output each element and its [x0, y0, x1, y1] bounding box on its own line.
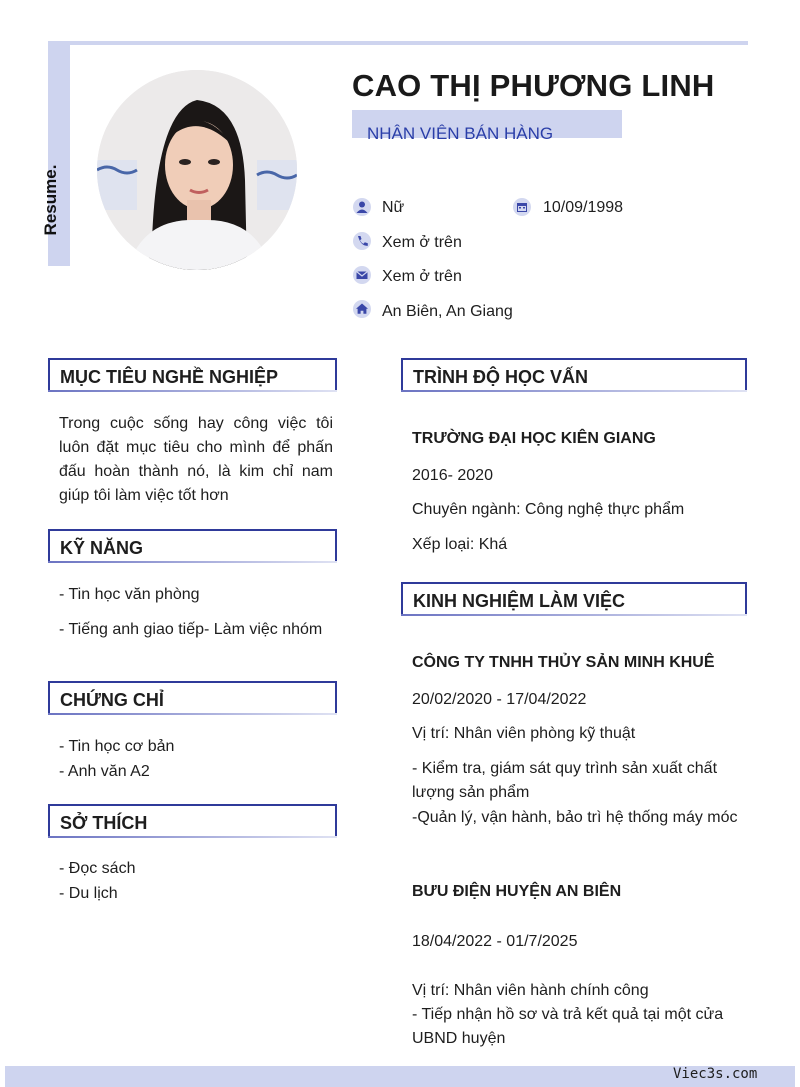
certificate-item: - Tin học cơ bản [59, 738, 175, 755]
education-heading: TRÌNH ĐỘ HỌC VẤN [401, 358, 747, 392]
profile-photo [97, 70, 297, 270]
certificate-item: - Anh văn A2 [59, 763, 150, 780]
hobby-item: - Du lịch [59, 885, 118, 902]
job-company: CÔNG TY TNHH THỦY SẢN MINH KHUÊ [412, 654, 715, 671]
full-name: CAO THỊ PHƯƠNG LINH [352, 68, 715, 103]
job-position: Vị trí: Nhân viên phòng kỹ thuật [412, 725, 636, 742]
resume-label: Resume. [41, 164, 60, 236]
job-position: Vị trí: Nhân viên hành chính công [412, 982, 649, 999]
education-grade: Xếp loại: Khá [412, 536, 508, 553]
job-duty: - Tiếp nhận hồ sơ và trả kết quả tại một cửa UBND huyện [412, 1006, 724, 1047]
education-major: Chuyên ngành: Công nghệ thực phẩm [412, 501, 685, 518]
job-period: 20/02/2020 - 17/04/2022 [412, 691, 587, 708]
objective-heading: MỤC TIÊU NGHỀ NGHIỆP [48, 358, 337, 392]
job-period: 18/04/2022 - 01/7/2025 [412, 933, 578, 950]
job-title: NHÂN VIÊN BÁN HÀNG [367, 124, 554, 143]
school-name: TRƯỜNG ĐẠI HỌC KIÊN GIANG [412, 430, 656, 447]
hobbies-heading: SỞ THÍCH [48, 804, 337, 838]
footer-brand: Viec3s.com [673, 1066, 758, 1082]
job-duty: -Quản lý, vận hành, bảo trì hệ thống máy móc [412, 809, 738, 826]
phone-icon [353, 232, 371, 250]
person-icon [353, 198, 371, 216]
experience-heading: KINH NGHIỆM LÀM VIỆC [401, 582, 747, 616]
top-accent-bar [48, 41, 748, 45]
gender-value: Nữ [382, 199, 405, 216]
job-duty: - Kiểm tra, giám sát quy trình sản xuất chất lượng sản phẩm [412, 760, 718, 801]
certificates-heading: CHỨNG CHỈ [48, 681, 337, 715]
calendar-icon [513, 198, 531, 216]
skill-item: - Tin học văn phòng [59, 586, 200, 603]
envelope-icon [353, 266, 371, 284]
education-period: 2016- 2020 [412, 467, 493, 484]
birthday-value: 10/09/1998 [543, 199, 624, 216]
skills-heading: KỸ NĂNG [48, 529, 337, 563]
email-value: Xem ở trên [382, 268, 462, 285]
skill-item: - Tiếng anh giao tiếp- Làm việc nhóm [59, 621, 323, 638]
job-company: BƯU ĐIỆN HUYỆN AN BIÊN [412, 883, 622, 900]
objective-text: Trong cuộc sống hay công việc tôi luôn đặt mục tiêu cho mình để phấn đấu hoàn thành nó, là kim chỉ nam giúp tôi làm việc tốt hơn [59, 415, 333, 504]
hobby-item: - Đọc sách [59, 860, 136, 877]
home-icon [353, 300, 371, 318]
phone-value: Xem ở trên [382, 234, 462, 251]
address-value: An Biên, An Giang [382, 303, 513, 320]
